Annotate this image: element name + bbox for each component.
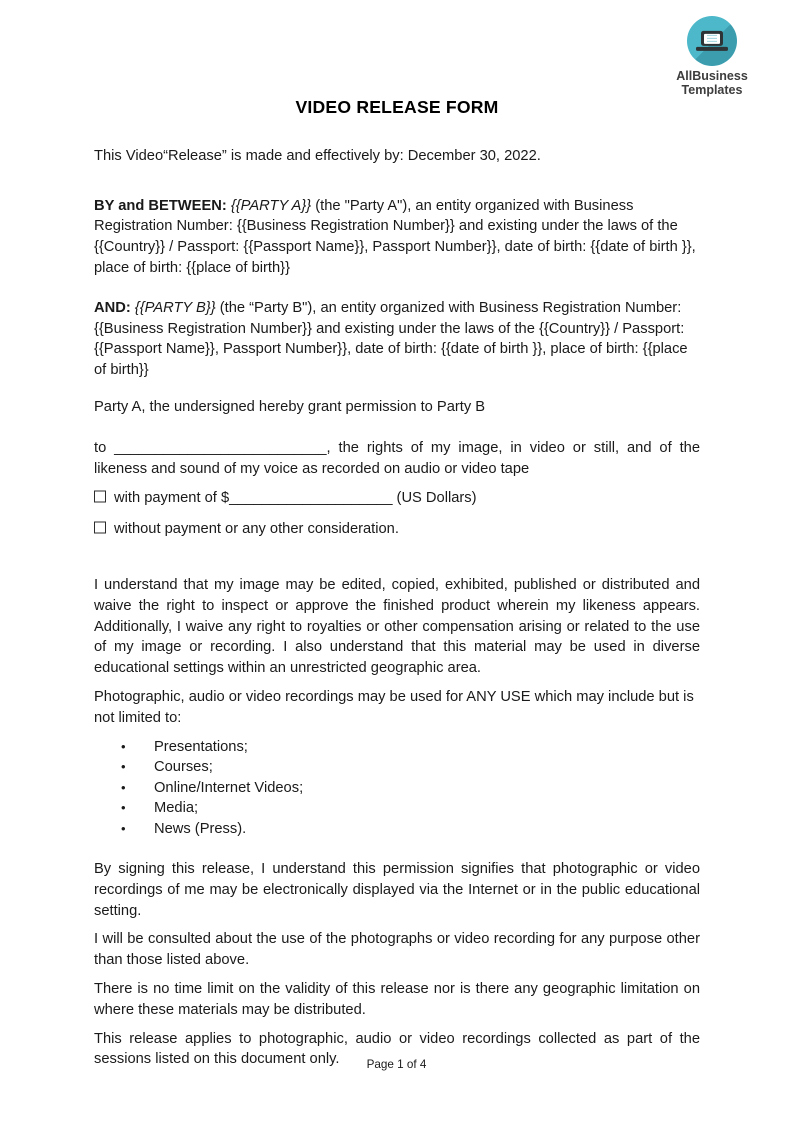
rights-paragraph: to __________________________, the rights of my image, in video or still, and of the likeness and sound of my voice as recorded on audio or video tape <box>94 439 700 477</box>
by-between-lead: BY and BETWEEN: <box>94 197 231 214</box>
page-number: Page 1 of 4 <box>366 1058 427 1071</box>
list-item-label: Online/Internet Videos; <box>154 779 304 796</box>
and-paragraph <box>94 298 700 381</box>
by-between-paragraph <box>94 196 700 279</box>
by-between-text: (the "Party A"), an entity organized with Business Registration Number: {{Business Registration Number}} and existing under the laws of the {{Country}} / Passport: {{Passport Name}}, Passport Number}}, date of birth: {{date of birth }}, place of birth: {{place of birth}} <box>94 197 696 276</box>
payment-with-label: with payment of $____________________ (US Dollars) <box>114 490 477 507</box>
list-item <box>94 819 700 840</box>
and-text: (the “Party B"), an entity organized with Business Registration Number: {{Business Registration Number}} and existing under the laws of the {{Country}} / Passport: {{Passport Name}}, Passport Number}}, date of birth: {{date of birth }}, place of birth: {{place of birth}} <box>94 299 688 379</box>
party-a-placeholder: {{PARTY A}} <box>230 197 312 214</box>
list-item-label: Courses; <box>154 759 213 776</box>
payment-without-label: without payment or any other consideration. <box>114 521 399 538</box>
laptop-icon <box>696 31 728 51</box>
bullet-icon: • <box>121 800 126 816</box>
grant-permission-line: Party A, the undersigned hereby grant permission to Party B <box>94 398 486 415</box>
logo-text-line1: AllBusiness <box>676 69 748 83</box>
any-use-paragraph: Photographic, audio or video recordings may be used for ANY USE which may include but is not limited to: <box>94 688 694 726</box>
logo-text-line2: Templates <box>681 83 743 97</box>
and-lead: AND: <box>94 299 135 316</box>
party-b-placeholder: {{PARTY B}} <box>134 299 216 316</box>
list-item <box>94 737 700 758</box>
document-body <box>94 0 700 1078</box>
checkbox-icon <box>94 522 106 534</box>
bullet-icon: • <box>121 820 126 836</box>
list-item-label: Presentations; <box>154 738 248 755</box>
bullet-icon: • <box>121 738 126 754</box>
payment-with-option <box>94 488 700 509</box>
bullet-icon: • <box>121 779 126 795</box>
list-item <box>94 757 700 778</box>
checkbox-icon <box>94 491 106 503</box>
list-item-label: Media; <box>154 800 199 817</box>
understand-paragraph: I understand that my image may be edited, copied, exhibited, published or distributed and waive the right to inspect or approve the finished product wherein my likeness appears. Additionally, I waive any right to royalties or other compensation arising or related to the use of my image or recording. I also understand that this material may be used in diverse educational settings within an unrestricted geographic area. <box>94 576 700 677</box>
signing-paragraph: By signing this release, I understand this permission signifies that photographic or video recordings of me may be electronically displayed via the Internet or in the public educational setting. <box>94 861 700 919</box>
list-item <box>94 778 700 799</box>
list-item <box>94 798 700 819</box>
document-title: VIDEO RELEASE FORM <box>295 97 499 117</box>
payment-without-option <box>94 519 700 540</box>
list-item-label: News (Press). <box>154 820 247 837</box>
consulted-paragraph: I will be consulted about the use of the photographs or video recording for any purpose other than those listed above. <box>94 931 700 969</box>
intro-paragraph: This Video“Release” is made and effectively by: December 30, 2022. <box>94 147 541 164</box>
use-cases-list <box>94 737 700 840</box>
release-applies-paragraph: This release applies to photographic, audio or video recordings collected as part of the sessions listed on this document only. <box>94 1030 700 1068</box>
no-time-limit-paragraph: There is no time limit on the validity of this release nor is there any geographic limitation on where these materials may be distributed. <box>94 981 700 1018</box>
bullet-icon: • <box>121 759 126 775</box>
